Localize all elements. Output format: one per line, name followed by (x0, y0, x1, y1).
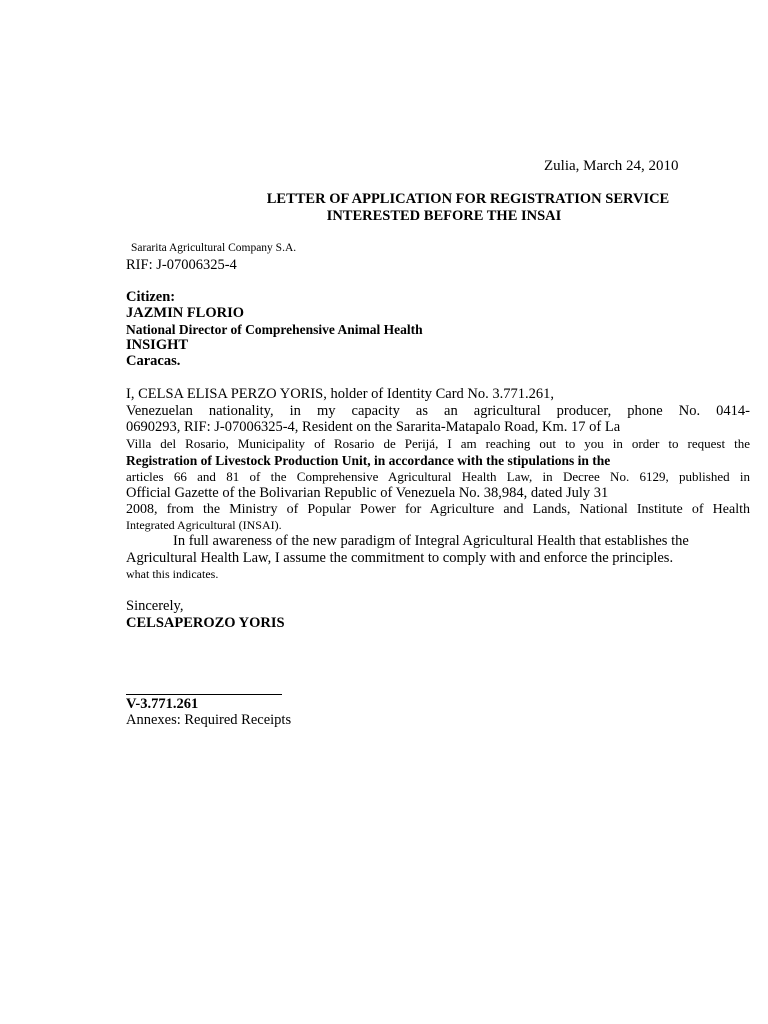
body-line: what this indicates. (126, 567, 219, 581)
body-line: Official Gazette of the Bolivarian Republic of Venezuela No. 38,984, dated July 31 (126, 485, 609, 501)
signer-name: CELSAPEROZO YORIS (126, 615, 285, 631)
body-line: 0690293, RIF: J-07006325-4, Resident on the Sararita-Matapalo Road, Km. 17 of La (126, 419, 621, 435)
signer-id: V-3.771.261 (126, 696, 199, 712)
recipient-name: JAZMIN FLORIO (126, 305, 245, 321)
body-line: I, CELSA ELISA PERZO YORIS, holder of Identity Card No. 3.771.261, (126, 386, 554, 402)
body-line: Venezuelan nationality, in my capacity as an agricultural producer, phone No. 0414- (126, 403, 750, 419)
closing: Sincerely, (126, 598, 184, 614)
body-line: articles 66 and 81 of the Comprehensive Agricultural Health Law, in Decree No. 6129, published in (126, 469, 750, 484)
company-name: Sararita Agricultural Company S.A. (131, 242, 297, 254)
body-line: 2008, from the Ministry of Popular Power for Agriculture and Lands, National Institute of Health (126, 502, 750, 517)
body-line: In full awareness of the new paradigm of Integral Agricultural Health that establishes the (173, 533, 689, 549)
company-rif: RIF: J-07006325-4 (126, 257, 237, 273)
annexes: Annexes: Required Receipts (126, 712, 292, 728)
body-line: Agricultural Health Law, I assume the commitment to comply with and enforce the principles. (126, 550, 674, 566)
letter-title-line-2: INTERESTED BEFORE THE INSAI (326, 208, 562, 224)
recipient-position: National Director of Comprehensive Animal Health (126, 322, 423, 337)
body-line: Integrated Agricultural (INSAI). (126, 518, 282, 532)
recipient-city: Caracas. (126, 353, 181, 369)
body-line: Registration of Livestock Production Unit, in accordance with the stipulations in the (126, 453, 611, 468)
letter-date: Zulia, March 24, 2010 (544, 158, 679, 174)
recipient-org: INSIGHT (126, 337, 189, 353)
body-line: Villa del Rosario, Municipality of Rosario de Perijá, I am reaching out to you in order to request the (126, 436, 750, 451)
signature-line (126, 694, 282, 695)
recipient-salutation: Citizen: (126, 289, 176, 305)
letter-title-line-1: LETTER OF APPLICATION FOR REGISTRATION SERVICE (266, 191, 670, 207)
